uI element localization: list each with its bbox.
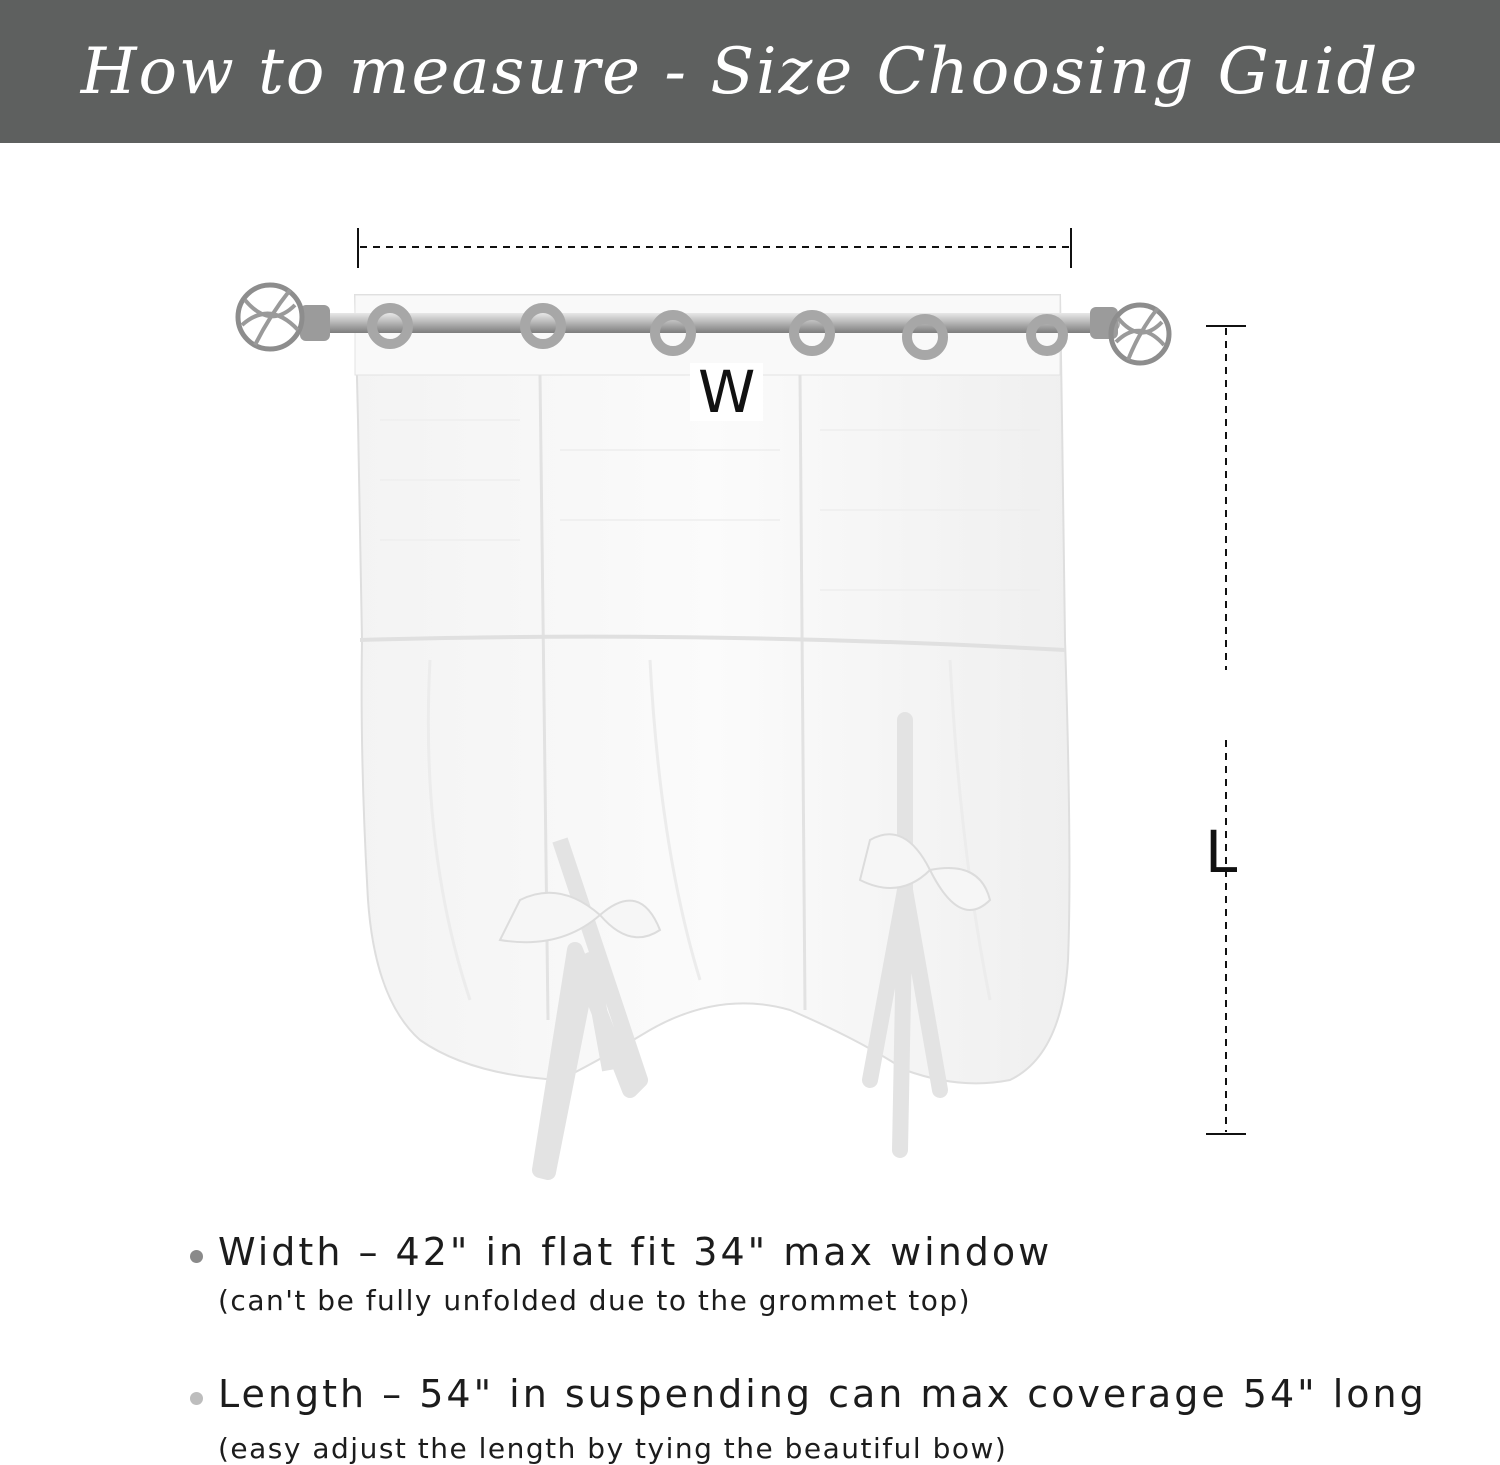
right-finial — [1111, 305, 1169, 363]
length-label: L — [1205, 818, 1238, 886]
width-dimension-line — [358, 228, 1071, 268]
length-note-main: Length – 54" in suspending can max coverage 54" long — [218, 1372, 1427, 1416]
curtain-drawing — [0, 143, 1500, 1203]
length-dimension-line — [1206, 326, 1246, 1134]
width-label: W — [690, 363, 763, 421]
width-note-sub: (can't be fully unfolded due to the grommet top) — [218, 1284, 972, 1317]
length-note-sub: (easy adjust the length by tying the beautiful bow) — [218, 1432, 1008, 1465]
page-title: How to measure - Size Choosing Guide — [80, 34, 1420, 109]
curtain-illustration — [0, 143, 1500, 1203]
left-finial — [238, 285, 302, 349]
width-note-main: Width – 42" in flat fit 34" max window — [218, 1230, 1053, 1274]
bullet-icon — [190, 1392, 203, 1405]
header-banner — [0, 0, 1500, 143]
bullet-icon — [190, 1250, 203, 1263]
